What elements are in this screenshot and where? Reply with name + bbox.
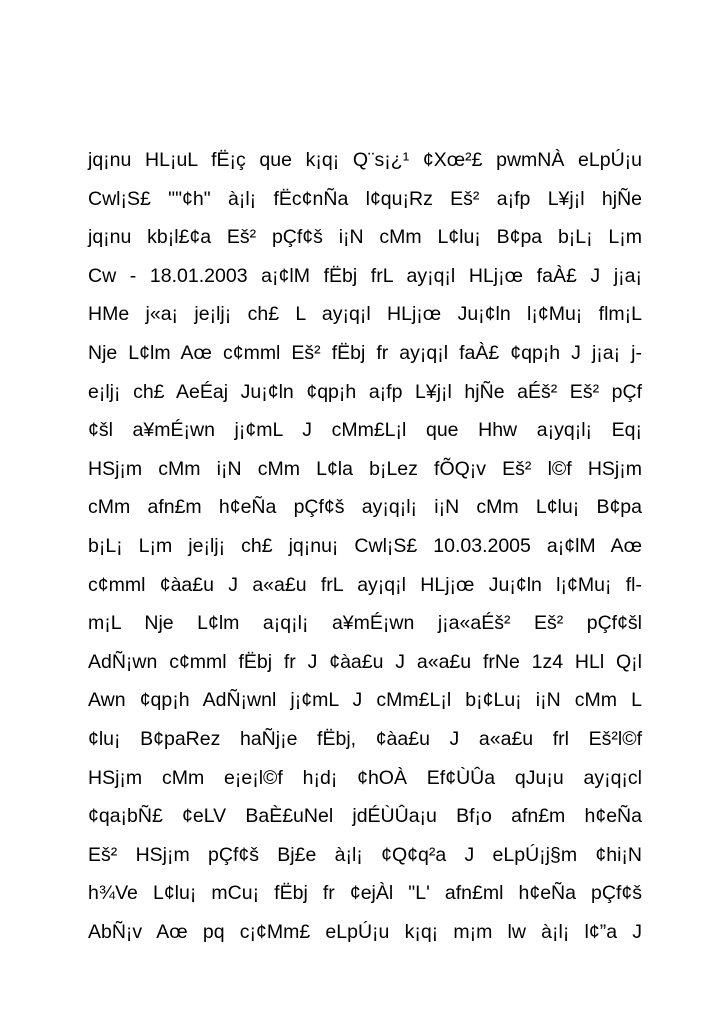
text-line: jq¡nu kb¡l£¢a Eš² pÇf¢š i¡N cMm L¢lu¡ B¢pa b¡L¡ L¡m [88, 226, 642, 249]
text-line: HSj¡m cMm i¡N cMm L¢la b¡Lez fÕQ¡v Eš² l©f HSj¡m [88, 457, 642, 480]
text-line: m¡L Nje L¢lm a¡q¡l¡ a¥mÉ¡wn j¡a«aÉš² Eš² pÇf¢šl [88, 612, 642, 635]
text-line: b¡L¡ L¡m je¡lj¡ ch£ jq¡nu¡ Cwl¡S£ 10.03.2005 a¡¢lM Aœ [88, 534, 642, 557]
text-line: jq¡nu HL¡uL fË¡ç que k¡q¡ Q¨s¡¿¹ ¢Xœ²£ pwmNÀ eLpÚ¡u [88, 149, 642, 171]
text-line: HSj¡m cMm e¡e¡l©f h¡d¡ ¢hOÀ Ef¢ÙÛa qJu¡u ay¡q¡cl [88, 766, 642, 789]
text-line: ¢lu¡ B¢paRez haÑj¡e fËbj, ¢àa£u J a«a£u frl Eš²l©f [88, 727, 642, 750]
text-line: Awn ¢qp¡h AdÑ¡wnl j¡¢mL J cMm£L¡l b¡¢Lu¡ i¡N cMm L [88, 689, 642, 712]
text-line: AdÑ¡wn c¢mml fËbj fr J ¢àa£u J a«a£u frNe 1z4 HLl Q¡l [88, 650, 642, 673]
text-line: ¢qa¡bÑ£ ¢eLV BaÈ£uNel jdÉÙÛa¡u Bf¡o afn£m h¢eÑa [88, 805, 642, 828]
text-line: HMe j«a¡ je¡lj¡ ch£ L ay¡q¡l HLj¡œ Ju¡¢ln l¡¢Mu¡ flm¡L [88, 303, 642, 326]
text-line: Nje L¢lm Aœ c¢mml Eš² fËbj fr ay¡q¡l faÀ£ ¢qp¡h J j¡a¡ j- [88, 341, 642, 364]
text-line: ¢šl a¥mÉ¡wn j¡¢mL J cMm£L¡l que Hhw a¡yq¡l¡ Eq¡ [88, 419, 642, 442]
text-line: e¡lj¡ ch£ AeÉaj Ju¡¢ln ¢qp¡h a¡fp L¥j¡l hjÑe aÉš² Eš² pÇf [88, 380, 642, 403]
text-line: h¾Ve L¢lu¡ mCu¡ fËbj fr ¢ejÀl "L' afn£ml h¢eÑa pÇf¢š [88, 882, 642, 905]
text-line: AbÑ¡v Aœ pq c¡¢Mm£ eLpÚ¡u k¡q¡ m¡m lw à¡l¡ l¢”a J [88, 920, 642, 943]
text-line: Cw - 18.01.2003 a¡¢lM fËbj frL ay¡q¡l HLj¡œ faÀ£ J j¡a¡ [88, 264, 642, 287]
text-line: cMm afn£m h¢eÑa pÇf¢š ay¡q¡l¡ i¡N cMm L¢lu¡ B¢pa [88, 496, 642, 519]
text-line: Cwl¡S£ ""¢h" à¡l¡ fËc¢nÑa l¢qu¡Rz Eš² a¡fp L¥j¡l hjÑe [88, 187, 642, 210]
text-line: Eš² HSj¡m pÇf¢š Bj£e à¡l¡ ¢Q¢q²a J eLpÚ¡j§m ¢hi¡N [88, 843, 642, 866]
body-text [88, 141, 642, 951]
text-line: c¢mml ¢àa£u J a«a£u frL ay¡q¡l HLj¡œ Ju¡¢ln l¡¢Mu¡ fl- [88, 573, 642, 596]
